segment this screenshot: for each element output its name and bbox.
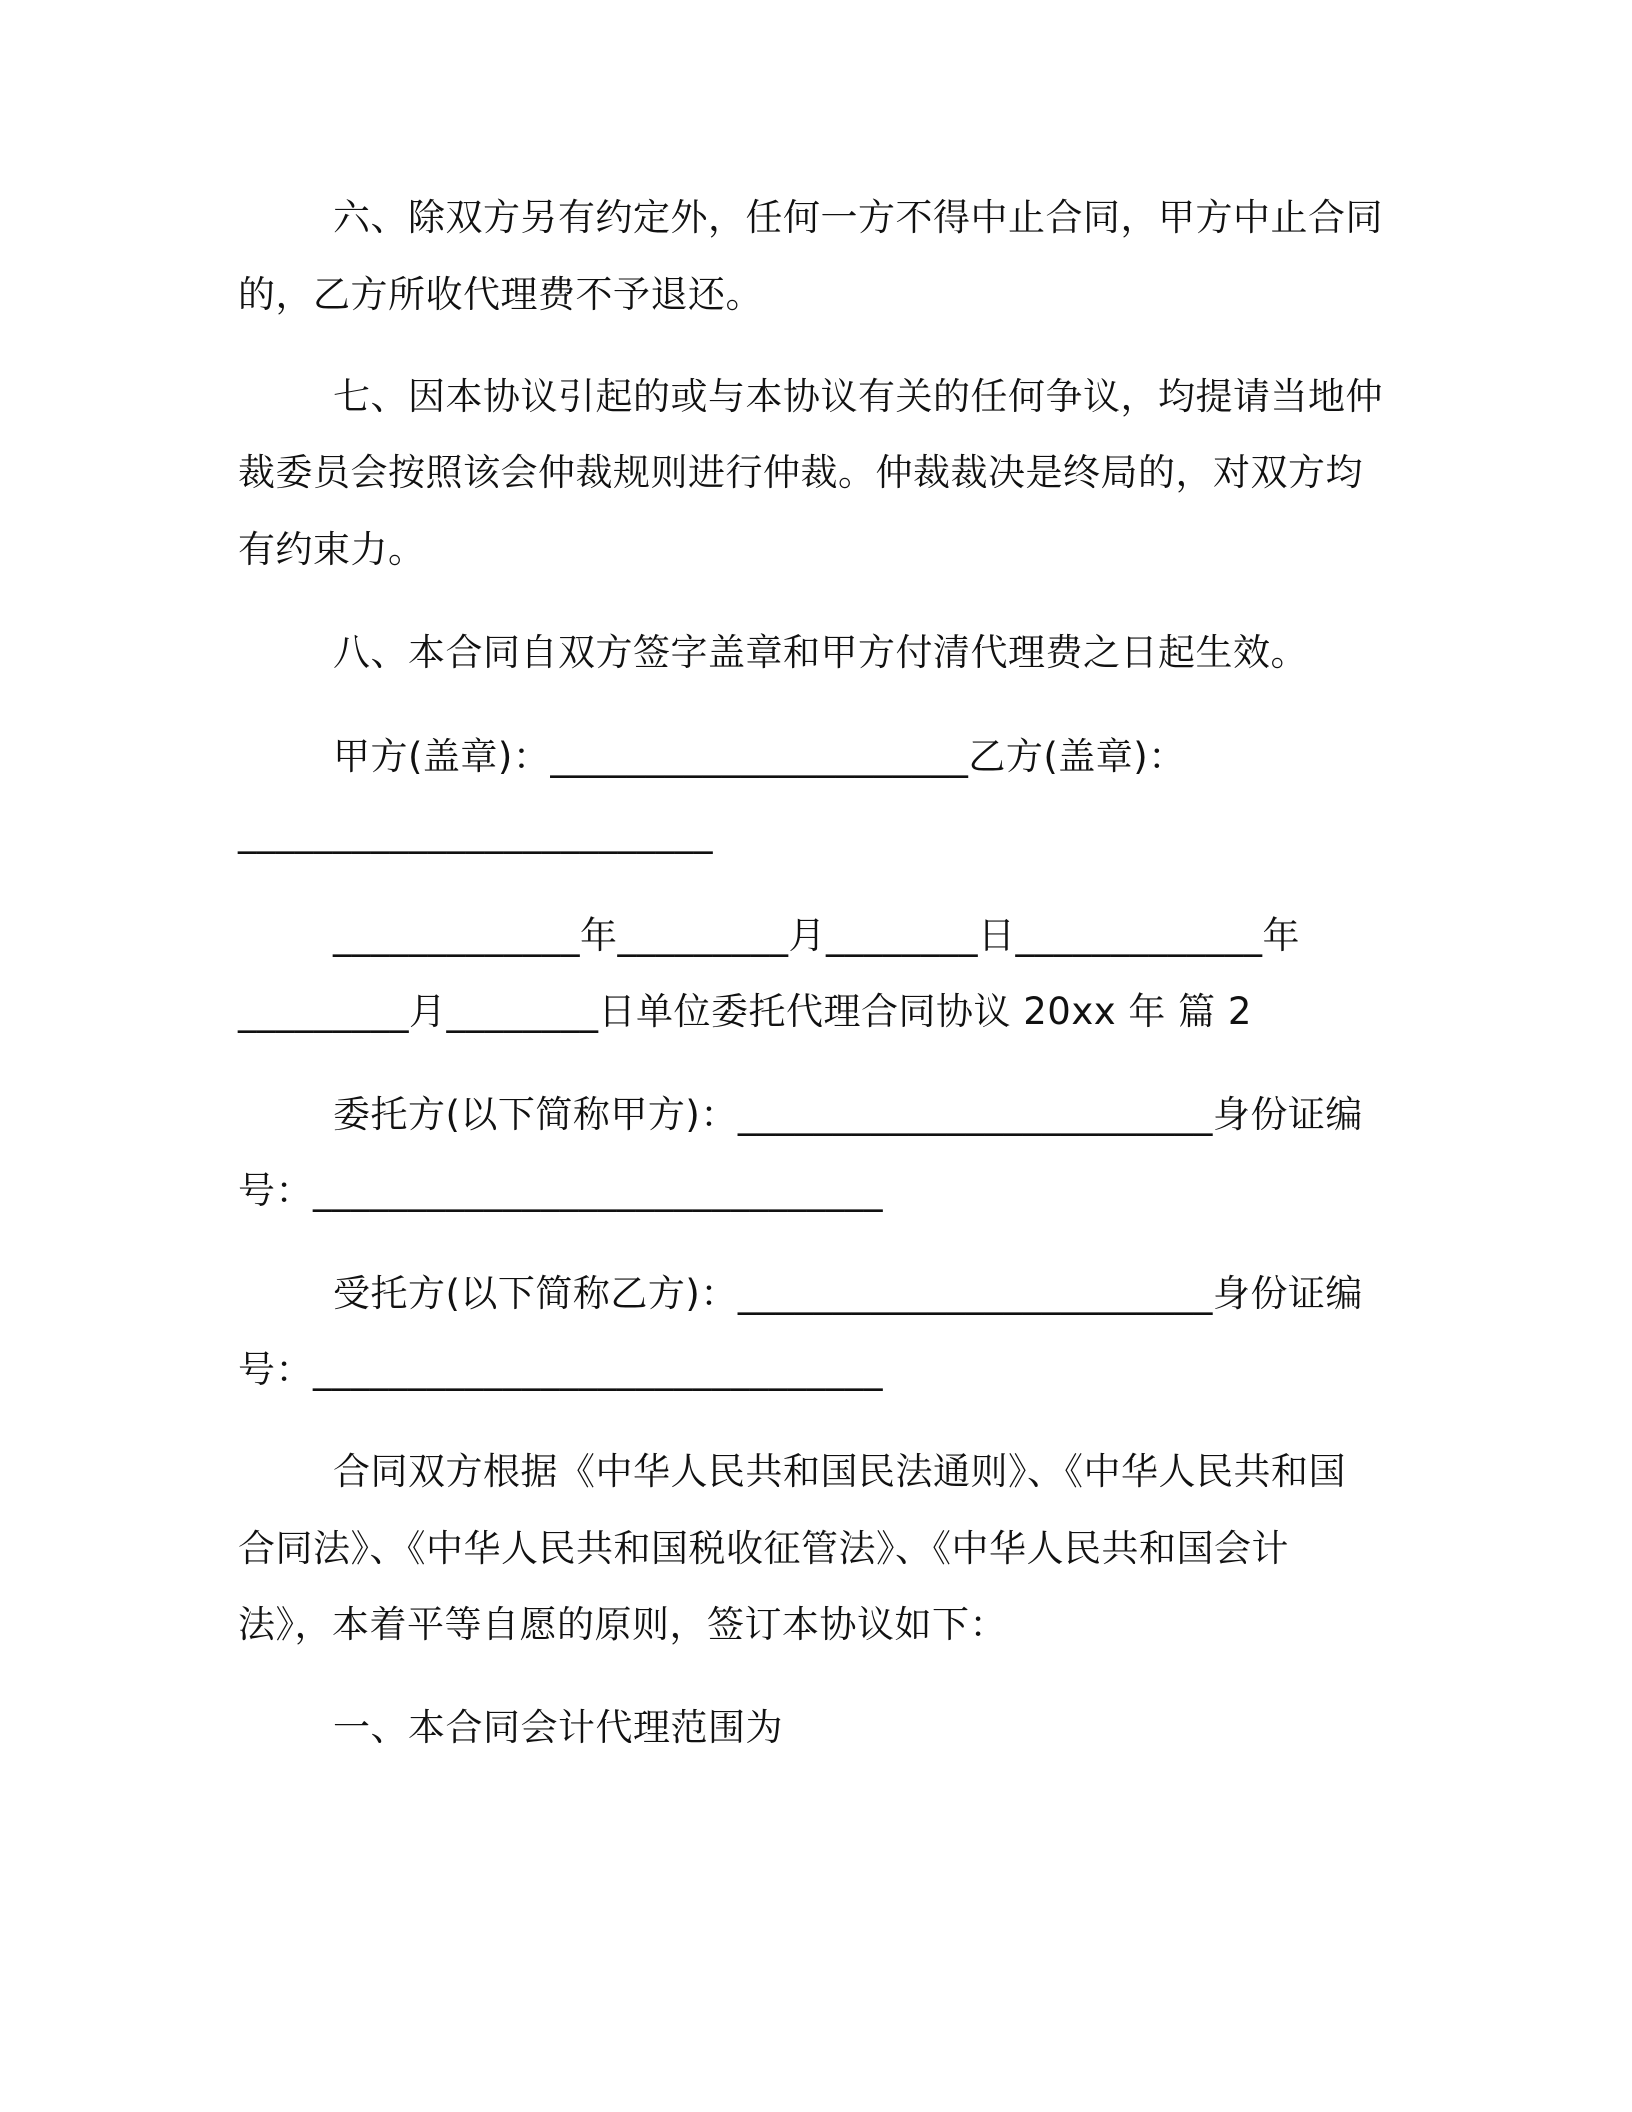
agent-line-2: 号：______________________________ — [238, 1348, 883, 1391]
date-line-2: _________月________日单位委托代理合同协议 20xx 年 篇 2 — [238, 990, 1252, 1033]
clause-7-line-1: 七、因本协议引起的或与本协议有关的任何争议，均提请当地仲 — [333, 375, 1383, 418]
clause-8-line-1: 八、本合同自双方签字盖章和甲方付清代理费之日起生效。 — [333, 631, 1308, 674]
clause-6-line-2: 的，乙方所收代理费不予退还。 — [238, 273, 763, 316]
client-line-1: 委托方(以下简称甲方)：_________________________身份证编 — [333, 1093, 1363, 1136]
signature-line-1: 甲方(盖章)：______________________乙方(盖章)： — [333, 735, 1186, 778]
signature-line-2: _________________________ — [238, 811, 713, 854]
clause-6-line-1: 六、除双方另有约定外，任何一方不得中止合同，甲方中止合同 — [333, 196, 1383, 239]
basis-line-2: 合同法》、《中华人民共和国税收征管法》、《中华人民共和国会计 — [238, 1527, 1289, 1570]
agent-line-1: 受托方(以下简称乙方)：_________________________身份证编 — [333, 1272, 1363, 1315]
clause-7-line-2: 裁委员会按照该会仲裁规则进行仲裁。仲裁裁决是终局的，对双方均 — [238, 451, 1363, 494]
basis-line-3: 法》，本着平等自愿的原则，签订本协议如下： — [238, 1603, 1007, 1646]
clause-1-line-1: 一、本合同会计代理范围为 — [333, 1706, 783, 1749]
basis-line-1: 合同双方根据《中华人民共和国民法通则》、《中华人民共和国 — [333, 1450, 1346, 1493]
client-line-2: 号：______________________________ — [238, 1169, 883, 1212]
date-line-1: _____________年_________月________日_____________年 — [333, 914, 1300, 957]
clause-7-line-3: 有约束力。 — [238, 528, 426, 571]
